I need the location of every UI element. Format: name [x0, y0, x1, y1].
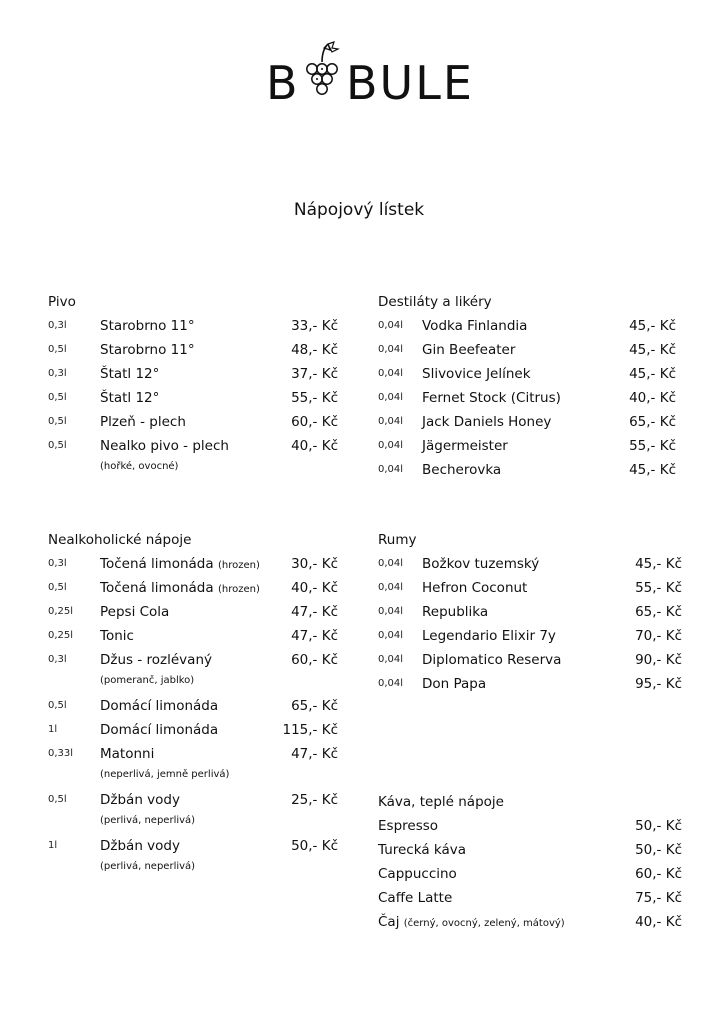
item-name-text: Espresso	[378, 818, 439, 834]
item-name	[422, 314, 527, 338]
item-volume: 0,5l	[48, 582, 67, 593]
item-note	[48, 672, 348, 694]
menu-item	[378, 386, 688, 410]
section-title: Pivo	[48, 294, 76, 310]
item-volume: 0,5l	[48, 416, 67, 427]
item-note-text: (perlivá, neperlivá)	[100, 815, 196, 826]
item-name	[378, 814, 438, 838]
menu-item	[378, 458, 688, 482]
item-volume: 0,5l	[48, 794, 67, 805]
item-price: 40,- Kč	[291, 438, 338, 454]
menu-item	[48, 788, 348, 812]
menu-item	[48, 834, 348, 858]
item-name	[100, 600, 169, 624]
item-name	[422, 362, 531, 386]
item-name	[422, 552, 539, 576]
section-title: Rumy	[378, 532, 417, 548]
item-name	[422, 434, 508, 458]
menu-item	[48, 338, 348, 362]
menu-item	[48, 648, 348, 672]
item-price: 40,- Kč	[629, 390, 676, 406]
item-volume: 0,04l	[378, 582, 404, 593]
menu-item	[48, 314, 348, 338]
item-note-text: (pomeranč, jablko)	[100, 675, 195, 686]
item-volume: 0,25l	[48, 630, 74, 641]
item-price: 75,- Kč	[635, 890, 682, 906]
section-pivo	[48, 290, 348, 480]
item-note-text: (perlivá, neperlivá)	[100, 861, 196, 872]
item-name	[422, 600, 488, 624]
item-name	[378, 862, 457, 886]
item-name	[422, 386, 561, 410]
item-volume: 0,3l	[48, 654, 67, 665]
item-name-text: Štatl 12°	[100, 366, 160, 382]
item-name	[100, 718, 218, 742]
item-name-text: Domácí limonáda	[100, 722, 219, 738]
item-name-text: Domácí limonáda	[100, 698, 219, 714]
item-name-text: Štatl 12°	[100, 390, 160, 406]
item-price: 25,- Kč	[291, 792, 338, 808]
menu-item	[48, 362, 348, 386]
item-name-text: Jägermeister	[422, 438, 508, 454]
menu-item	[378, 434, 688, 458]
item-price: 30,- Kč	[291, 556, 338, 572]
item-name	[422, 672, 486, 696]
item-note	[48, 858, 348, 880]
item-name-text: Nealko pivo - plech	[100, 438, 229, 454]
section-title: Destiláty a likéry	[378, 294, 492, 310]
menu-item	[378, 338, 688, 362]
item-volume: 0,04l	[378, 654, 404, 665]
item-name-text: Plzeň - plech	[100, 414, 186, 430]
menu-item	[378, 886, 688, 910]
section-title: Káva, teplé nápoje	[378, 794, 504, 810]
item-name-text: Fernet Stock (Citrus)	[422, 390, 561, 406]
item-name	[378, 910, 565, 936]
item-name-detail: (hrozen)	[217, 584, 260, 595]
item-name-text: Džus - rozlévaný	[100, 652, 212, 668]
item-volume: 0,3l	[48, 558, 67, 569]
logo	[262, 40, 472, 120]
item-price: 50,- Kč	[635, 818, 682, 834]
item-name-text: Točená limonáda	[100, 556, 214, 572]
item-name-text: Don Papa	[422, 676, 487, 692]
item-name-text: Legendario Elixir 7y	[422, 628, 556, 644]
item-price: 50,- Kč	[635, 842, 682, 858]
menu-item	[48, 694, 348, 718]
item-price: 55,- Kč	[629, 438, 676, 454]
item-name-text: Becherovka	[422, 462, 502, 478]
menu-item	[378, 814, 688, 838]
item-volume: 1l	[48, 724, 58, 735]
menu-item	[378, 410, 688, 434]
item-price: 50,- Kč	[291, 838, 338, 854]
item-price: 60,- Kč	[291, 652, 338, 668]
item-volume: 0,3l	[48, 368, 67, 379]
item-name-text: Diplomatico Reserva	[422, 652, 562, 668]
item-volume: 0,5l	[48, 344, 67, 355]
item-name-text: Tonic	[100, 628, 134, 644]
item-volume: 0,04l	[378, 464, 404, 475]
item-volume: 0,5l	[48, 440, 67, 451]
item-name	[100, 386, 159, 410]
item-price: 60,- Kč	[635, 866, 682, 882]
item-price: 33,- Kč	[291, 318, 338, 334]
item-name	[378, 886, 452, 910]
menu-item	[378, 910, 688, 934]
item-price: 65,- Kč	[291, 698, 338, 714]
section-title: Nealkoholické nápoje	[48, 532, 192, 548]
item-price: 47,- Kč	[291, 604, 338, 620]
item-name-text: Pepsi Cola	[100, 604, 170, 620]
item-name	[100, 742, 154, 766]
item-name-text: Matonni	[100, 746, 155, 762]
item-name	[378, 838, 466, 862]
menu-item	[48, 552, 348, 576]
item-name	[100, 434, 229, 458]
item-name-text: Gin Beefeater	[422, 342, 516, 358]
item-price: 45,- Kč	[635, 556, 682, 572]
menu-item	[378, 362, 688, 386]
item-name	[100, 338, 195, 362]
item-price: 70,- Kč	[635, 628, 682, 644]
item-name-text: Džbán vody	[100, 838, 180, 854]
item-volume: 0,5l	[48, 392, 67, 403]
item-volume: 0,04l	[378, 606, 404, 617]
item-note-text: (neperlivá, jemně perlivá)	[100, 769, 230, 780]
item-price: 55,- Kč	[291, 390, 338, 406]
menu-item	[378, 600, 688, 624]
item-volume: 0,33l	[48, 748, 74, 759]
item-price: 65,- Kč	[635, 604, 682, 620]
item-volume: 0,04l	[378, 368, 404, 379]
item-volume: 0,3l	[48, 320, 67, 331]
section-nealko	[48, 528, 348, 880]
section-destilaty	[378, 290, 688, 482]
item-name-detail: (černý, ovocný, zelený, mátový)	[403, 918, 565, 929]
menu-item	[378, 314, 688, 338]
item-volume: 0,04l	[378, 416, 404, 427]
item-name-text: Caffe Latte	[378, 890, 453, 906]
item-volume: 0,25l	[48, 606, 74, 617]
item-volume: 0,5l	[48, 700, 67, 711]
item-price: 37,- Kč	[291, 366, 338, 382]
section-rumy	[378, 528, 688, 696]
item-name	[100, 576, 260, 602]
menu-item	[48, 386, 348, 410]
section-note-text: (hořké, ovocné)	[100, 461, 179, 472]
menu-item	[378, 624, 688, 648]
item-name-text: Starobrno 11°	[100, 318, 195, 334]
item-price: 55,- Kč	[635, 580, 682, 596]
item-name	[422, 338, 515, 362]
grape-icon	[300, 40, 344, 110]
item-price: 60,- Kč	[291, 414, 338, 430]
menu-item	[48, 624, 348, 648]
item-price: 40,- Kč	[635, 914, 682, 930]
item-note	[48, 766, 348, 788]
item-volume: 0,04l	[378, 320, 404, 331]
item-name	[100, 694, 218, 718]
item-price: 45,- Kč	[629, 342, 676, 358]
menu-item	[48, 718, 348, 742]
item-name	[422, 410, 551, 434]
item-name	[422, 624, 556, 648]
section-note	[48, 458, 348, 480]
item-name	[100, 362, 159, 386]
logo-letter-b: B	[266, 56, 300, 110]
menu-item	[48, 410, 348, 434]
item-price: 65,- Kč	[629, 414, 676, 430]
item-name-text: Hefron Coconut	[422, 580, 528, 596]
item-price: 95,- Kč	[635, 676, 682, 692]
item-volume: 1l	[48, 840, 58, 851]
item-name-text: Republika	[422, 604, 489, 620]
item-volume: 0,04l	[378, 630, 404, 641]
menu-item	[378, 672, 688, 696]
menu-item	[48, 576, 348, 600]
item-volume: 0,04l	[378, 678, 404, 689]
item-name	[100, 552, 260, 578]
item-note	[48, 812, 348, 834]
item-price: 47,- Kč	[291, 628, 338, 644]
menu-item	[378, 648, 688, 672]
item-name-text: Slivovice Jelínek	[422, 366, 531, 382]
item-price: 90,- Kč	[635, 652, 682, 668]
item-name-text: Džbán vody	[100, 792, 180, 808]
menu-item	[378, 576, 688, 600]
item-price: 45,- Kč	[629, 318, 676, 334]
item-name-text: Starobrno 11°	[100, 342, 195, 358]
item-price: 48,- Kč	[291, 342, 338, 358]
item-name-text: Jack Daniels Honey	[422, 414, 552, 430]
item-price: 47,- Kč	[291, 746, 338, 762]
section-kava	[378, 790, 688, 934]
item-name	[422, 648, 561, 672]
item-name-text: Turecká káva	[378, 842, 466, 858]
item-price: 45,- Kč	[629, 366, 676, 382]
item-name	[100, 410, 186, 434]
menu-item	[48, 434, 348, 458]
logo-text: BULE	[346, 56, 474, 110]
item-volume: 0,04l	[378, 344, 404, 355]
item-name-text: Čaj	[378, 914, 400, 930]
item-volume: 0,04l	[378, 440, 404, 451]
item-name	[100, 648, 212, 672]
page-title: Nápojový lístek	[293, 200, 425, 220]
item-price: 45,- Kč	[629, 462, 676, 478]
menu-item	[378, 838, 688, 862]
item-name	[100, 788, 180, 812]
item-name	[100, 834, 180, 858]
menu-item	[378, 552, 688, 576]
item-volume: 0,04l	[378, 558, 404, 569]
menu-item	[48, 600, 348, 624]
item-name	[422, 458, 501, 482]
item-price: 40,- Kč	[291, 580, 338, 596]
item-name-text: Točená limonáda	[100, 580, 214, 596]
item-name	[100, 624, 134, 648]
menu-item	[378, 862, 688, 886]
item-name-text: Božkov tuzemský	[422, 556, 540, 572]
item-name-text: Vodka Finlandia	[422, 318, 528, 334]
item-volume: 0,04l	[378, 392, 404, 403]
item-name-detail: (hrozen)	[217, 560, 260, 571]
item-name	[422, 576, 527, 600]
item-name-text: Cappuccino	[378, 866, 457, 882]
menu-item	[48, 742, 348, 766]
item-price: 115,- Kč	[282, 722, 338, 738]
item-name	[100, 314, 195, 338]
